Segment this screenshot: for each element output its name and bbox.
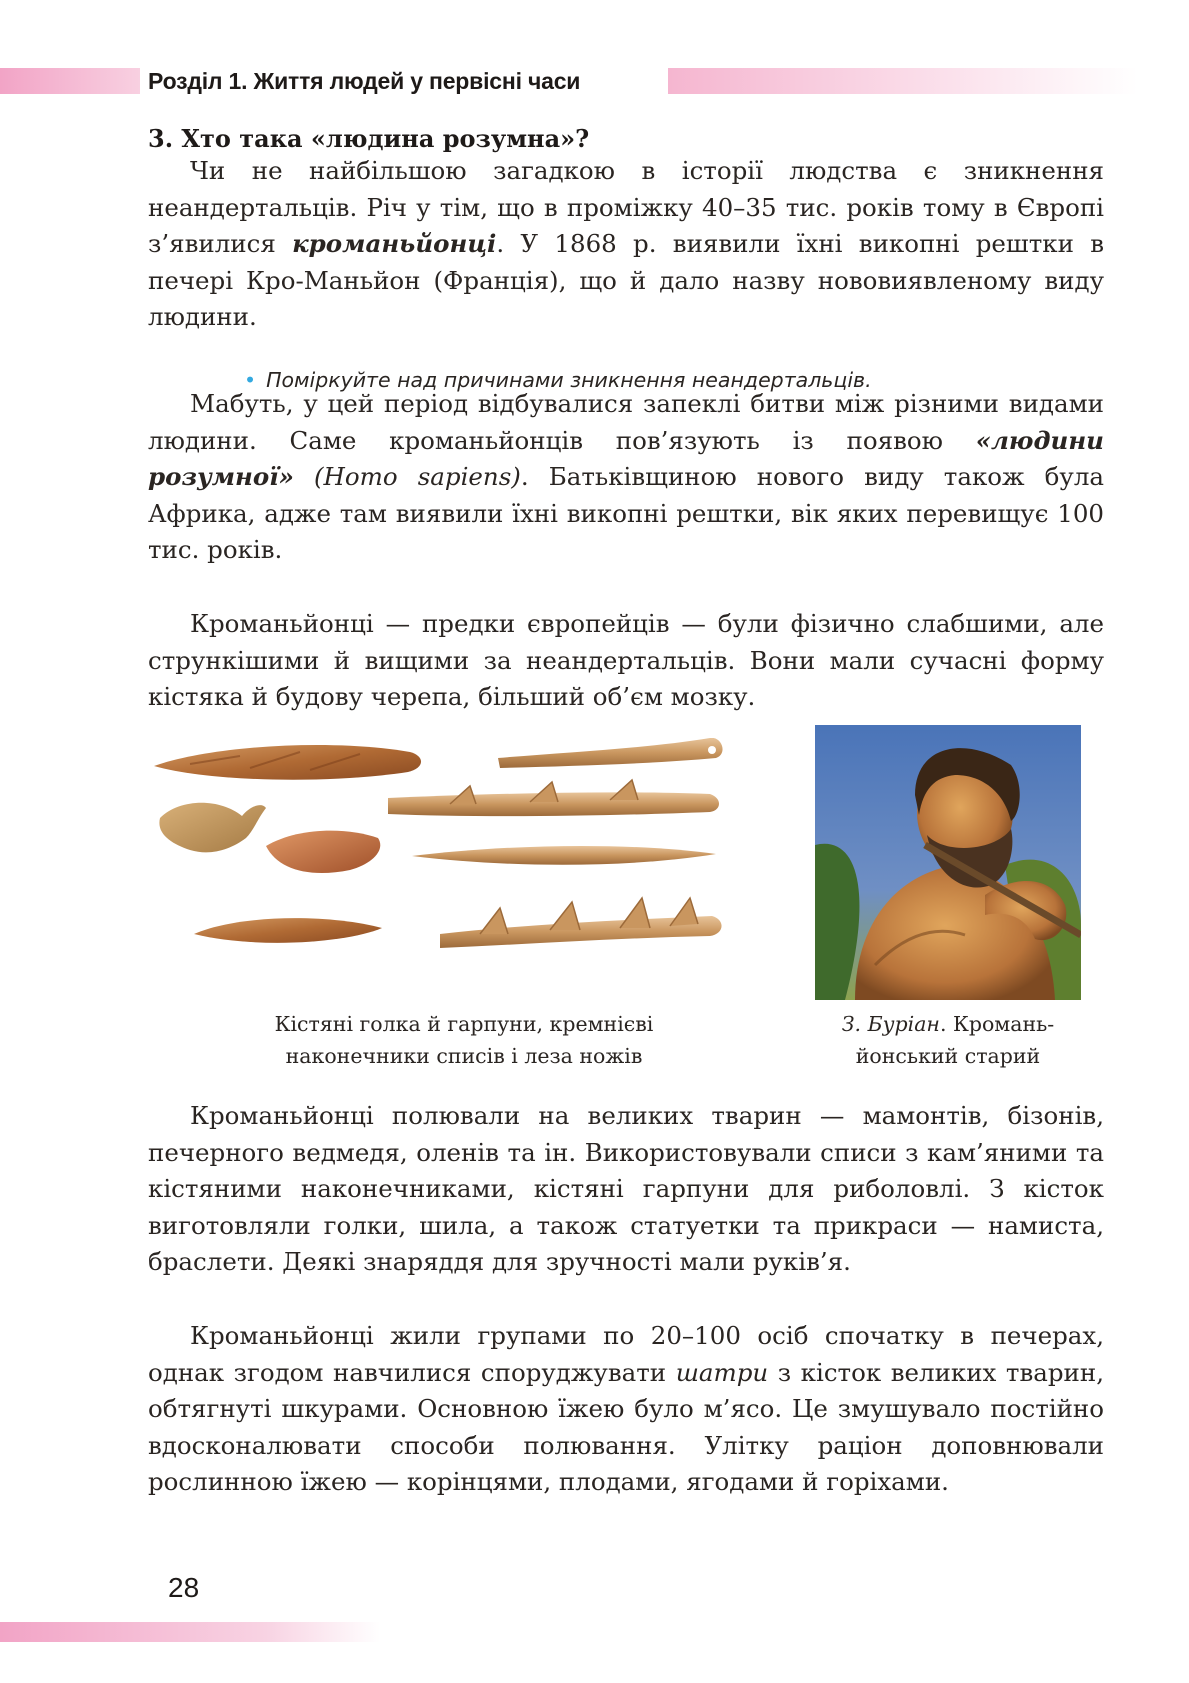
header-decor-bar-right — [668, 68, 1138, 94]
tools-illustration — [150, 738, 778, 1008]
paragraph-3 — [148, 606, 1104, 716]
caption-line: Кістяні голка й гарпуни, кремнієві — [274, 1012, 654, 1036]
paragraph-4 — [148, 1098, 1104, 1281]
term-homo-sapiens: «людини розумної» — [148, 425, 1104, 491]
paragraph-text: Чи не найбільшою загадкою в історії людства є зникнення неандертальців. Річ у тім, що в проміжку 40–35 тис. років тому в Європі з’явилися — [148, 156, 1104, 258]
paragraph-text: . Батьківщиною нового виду також була Африка, адже там виявили їхні викопні рештки, вік яких перевищує 100 тис. років. — [148, 462, 1104, 564]
paragraph-text: Кроманьйонці — предки європейців — були фізично слабшими, але стрункішими й вищими за неандертальців. Вони мали сучасні форму кістяка й будову черепа, більший об’єм мозку. — [148, 609, 1104, 711]
chapter-title: Розділ 1. Життя людей у первісні часи — [148, 68, 581, 94]
paragraph-5 — [148, 1318, 1104, 1501]
caption-line: наконечники списів і леза ножів — [285, 1044, 643, 1068]
paragraph-1 — [148, 153, 1104, 336]
term-cromagnons: кроманьйонці — [292, 229, 497, 258]
section-heading: 3. Хто така «людина розумна»? — [148, 124, 590, 153]
portrait-caption — [798, 1008, 1098, 1072]
bullet-icon: • — [244, 368, 257, 392]
paragraph-text: з кісток великих тварин, обтягнуті шкурами. Основною їжею було м’ясо. Це змушувало постійно вдосконалювати способи полювання. Улітку раціон доповнювали рослинною їжею — корінцями, плодами, ягодами й горіхами. — [148, 1357, 1104, 1496]
paragraph-text: . У 1868 р. виявили їхні викопні рештки в печері Кро-Маньйон (Франція), що й дало назву нововиявленому виду людини. — [148, 229, 1104, 331]
question-text: Поміркуйте над причинами зникнення неандертальців. — [266, 368, 872, 392]
paragraph-text: Кроманьйонці жили групами по 20–100 осіб спочатку в печерах, однак згодом навчилися споруджувати — [148, 1321, 1104, 1387]
bone-tools-image — [150, 738, 778, 1008]
cromagnon-old-man-image — [815, 725, 1081, 1000]
caption-line: . Кромань- — [939, 1012, 1055, 1036]
page-number: 28 — [168, 1572, 200, 1603]
footer-decor-bar — [0, 1622, 380, 1642]
paragraph-text: Кроманьйонці полювали на великих тварин — мамонтів, бізонів, печерного ведмедя, оленів та ін. Використовували списи з кам’яними та кістяними наконечниками, кістяні гарпуни для риболовлі. З кісток виготовляли голки, шила, а також статуетки та прикраси — намиста, браслети. Деякі знаряддя для зручності мали руків’я. — [148, 1101, 1104, 1276]
tools-caption — [150, 1008, 778, 1072]
paragraph-2 — [148, 386, 1104, 569]
term-tents: шатри — [675, 1357, 769, 1387]
caption-line: йонський старий — [855, 1044, 1041, 1068]
header-decor-bar-left — [0, 68, 140, 94]
caption-author: З. Буріан — [841, 1012, 940, 1036]
term-latin: (Homo sapiens) — [293, 462, 521, 491]
cromagnon-portrait — [815, 725, 1081, 1000]
paragraph-text: Мабуть, у цей період відбувалися запеклі битви між різними видами людини. Саме кроманьйонців пов’язують із появою — [148, 389, 1104, 455]
